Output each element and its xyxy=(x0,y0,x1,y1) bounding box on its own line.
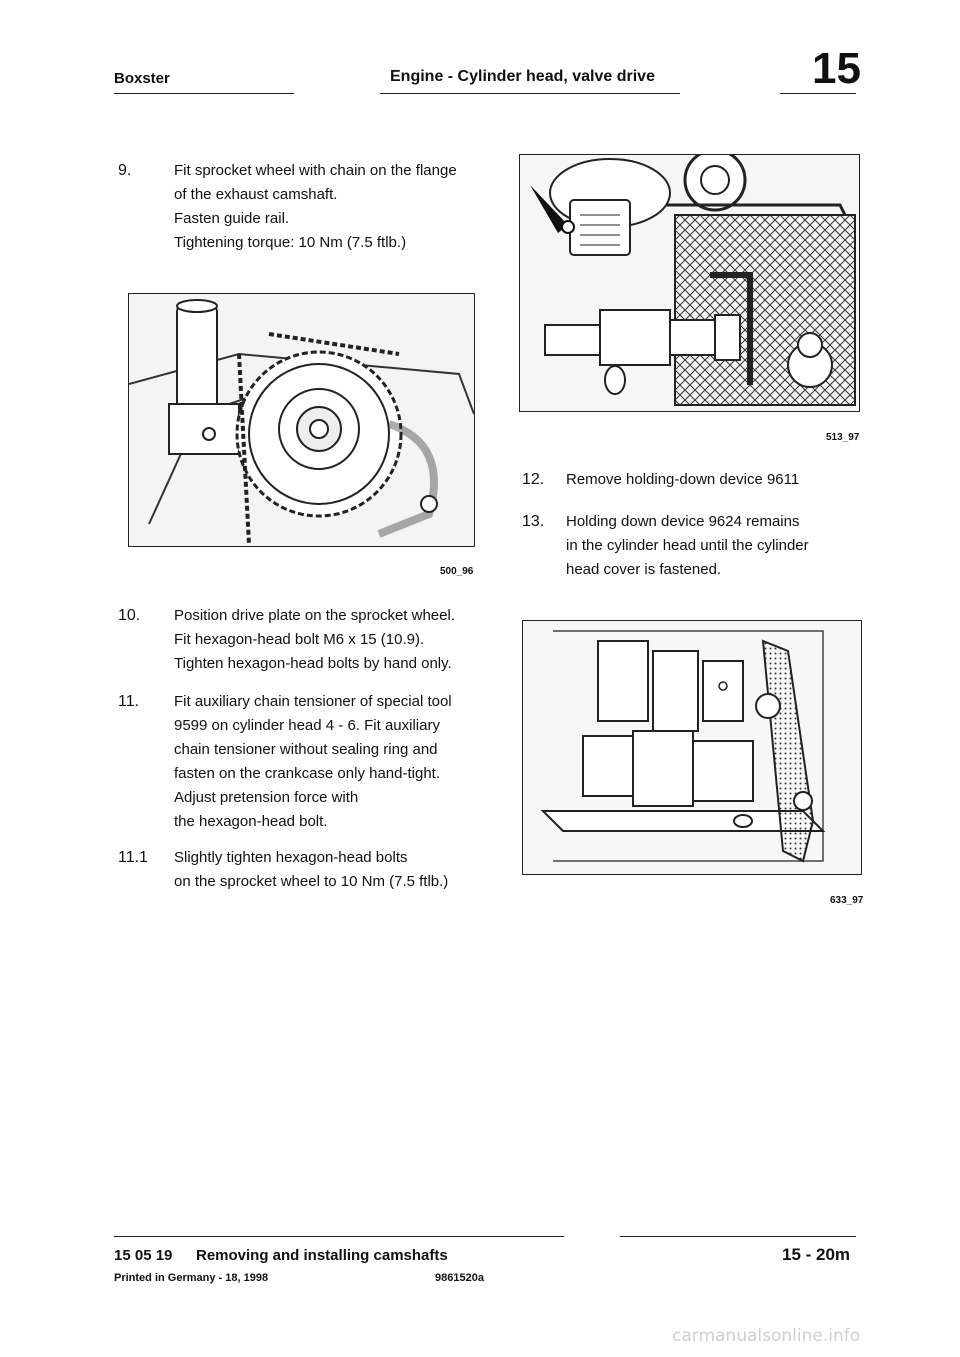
footer-section-code: 15 05 19 xyxy=(114,1247,173,1264)
step-line: Fit hexagon-head bolt M6 x 15 (10.9). xyxy=(174,631,425,648)
step-line: Slightly tighten hexagon-head bolts xyxy=(174,849,408,866)
footer-printed: Printed in Germany - 18, 1998 xyxy=(114,1272,269,1284)
step-line: Fit auxiliary chain tensioner of special tool xyxy=(174,693,452,710)
step-number: 9. xyxy=(118,162,132,179)
header-rule-left xyxy=(114,93,294,94)
footer-rule-right xyxy=(620,1236,856,1237)
step-line: Tightening torque: 10 Nm (7.5 ftlb.) xyxy=(174,234,407,251)
header-rule-center xyxy=(380,93,680,94)
figure-ref-633: 633_97 xyxy=(830,895,864,906)
footer-section-title: Removing and installing camshafts xyxy=(196,1247,448,1264)
figure-holding-down-device xyxy=(519,154,860,412)
step-line: in the cylinder head until the cylinder xyxy=(566,537,809,554)
tensioner-illustration xyxy=(523,621,861,874)
header-center: Engine - Cylinder head, valve drive xyxy=(390,68,655,85)
step-line: fasten on the crankcase only hand-tight. xyxy=(174,765,441,782)
step-number: 11. xyxy=(118,693,140,710)
figure-ref-513: 513_97 xyxy=(826,432,860,443)
figure-chain-tensioner xyxy=(522,620,862,875)
step-line: 9599 on cylinder head 4 - 6. Fit auxiliary xyxy=(174,717,440,734)
step-line: Position drive plate on the sprocket wheel. xyxy=(174,607,455,624)
step-number: 11.1 xyxy=(118,849,148,866)
step-number: 10. xyxy=(118,607,141,624)
step-line: on the sprocket wheel to 10 Nm (7.5 ftlb.) xyxy=(174,873,449,890)
step-line: Adjust pretension force with xyxy=(174,789,359,806)
holding-device-illustration xyxy=(520,155,859,411)
figure-sprocket-chain xyxy=(128,293,475,547)
watermark: carmanualsonline.info xyxy=(672,1326,861,1346)
footer-rule-left xyxy=(114,1236,564,1237)
step-line: Fit sprocket wheel with chain on the flange xyxy=(174,162,457,179)
step-line: the hexagon-head bolt. xyxy=(174,813,328,830)
footer-page-number: 15 - 20m xyxy=(782,1245,851,1264)
header-chapter: 15 xyxy=(812,44,861,93)
step-line: Holding down device 9624 remains xyxy=(566,513,800,530)
sprocket-illustration xyxy=(129,294,474,546)
step-line: Remove holding-down device 9611 xyxy=(566,471,800,488)
step-line: Tighten hexagon-head bolts by hand only. xyxy=(174,655,452,672)
step-number: 12. xyxy=(522,471,545,488)
header-left: Boxster xyxy=(114,70,170,87)
step-line: of the exhaust camshaft. xyxy=(174,186,338,203)
step-line: Fasten guide rail. xyxy=(174,210,290,227)
step-number: 13. xyxy=(522,513,545,530)
footer-doc-number: 9861520a xyxy=(435,1272,484,1284)
step-line: chain tensioner without sealing ring and xyxy=(174,741,438,758)
figure-ref-500: 500_96 xyxy=(440,566,474,577)
header-rule-right xyxy=(780,93,856,94)
step-line: head cover is fastened. xyxy=(566,561,722,578)
